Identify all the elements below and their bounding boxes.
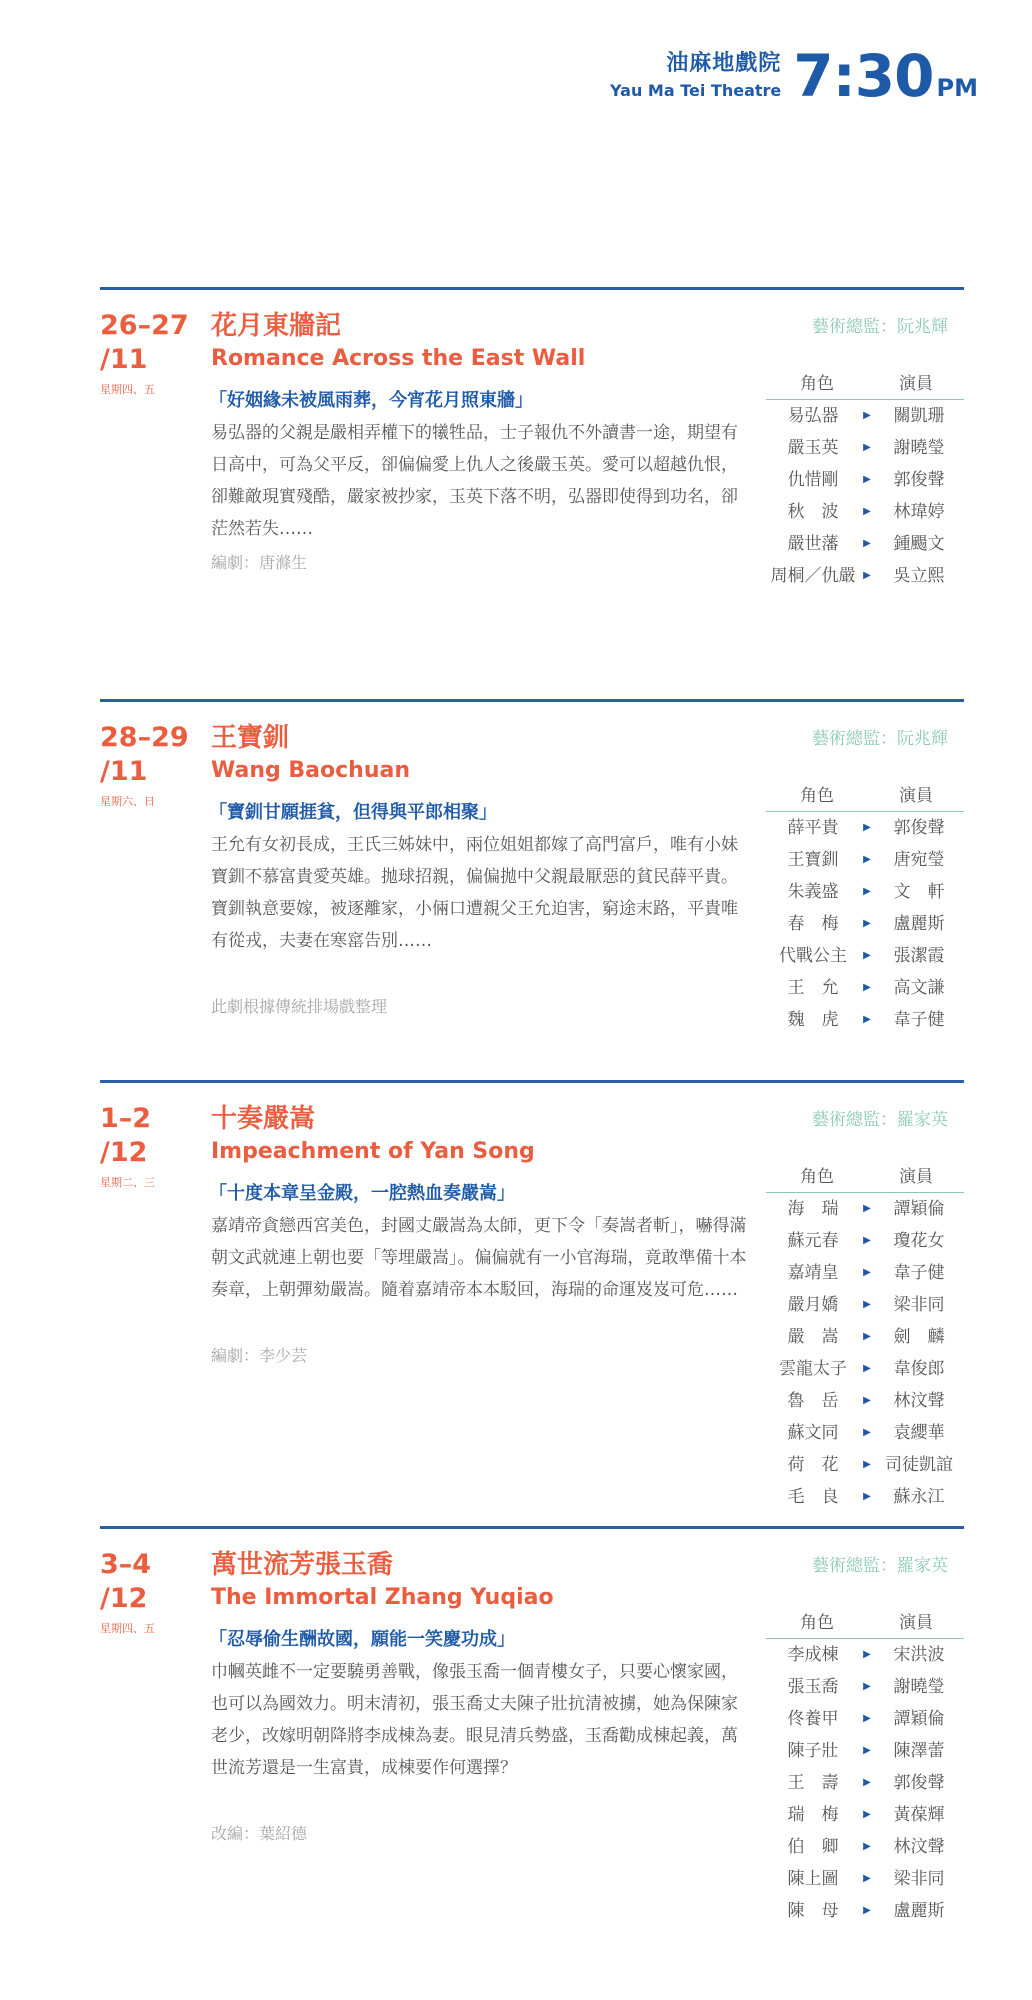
artistic-director: 藝術總監：羅家英	[812, 1556, 948, 1576]
cast-row	[766, 1639, 964, 1671]
show-tagline: 「好姻緣未被風雨葬，今宵花月照東牆」	[209, 390, 533, 411]
show-title-en: Romance Across the East Wall	[211, 346, 586, 371]
artistic-director: 藝術總監：阮兆輝	[812, 317, 948, 337]
cast-actor: 林汶聲	[893, 1391, 945, 1411]
cast-header-actor: 演員	[899, 786, 933, 806]
cast-actor: 蘇永江	[893, 1487, 945, 1507]
cast-actor: 劍 麟	[893, 1327, 945, 1347]
show-date	[100, 721, 189, 789]
section-divider	[100, 287, 964, 290]
cast-role: 嚴月嬌	[787, 1295, 839, 1315]
arrow-right-icon: ▶	[863, 1681, 871, 1692]
cast-actor: 譚穎倫	[893, 1709, 945, 1729]
cast-actor: 郭俊聲	[893, 818, 945, 838]
cast-row	[766, 1193, 964, 1225]
arrow-right-icon: ▶	[863, 1491, 871, 1502]
cast-row	[766, 464, 964, 496]
cast-role: 朱義盛	[787, 882, 839, 902]
show-section-4	[96, 1526, 964, 1926]
cast-actor: 陳澤蕾	[893, 1741, 945, 1761]
show-synopsis: 王允有女初長成，王氏三姊妹中，兩位姐姐都嫁了高門富戶，唯有小妹寶釧不慕富貴愛英雄。拋球招親，偏偏拋中父親最厭惡的貧民薛平貴。寶釧執意要嫁，被逐離家，小倆口遭親父王允迫害，窮途末路，平貴唯有從戎，夫妻在寒窰告別……	[211, 835, 738, 951]
show-synopsis: 易弘器的父親是嚴相弄權下的犧牲品，士子報仇不外讀書一途，期望有日高中，可為父平反，卻偏偏愛上仇人之後嚴玉英。愛可以超越仇恨，卻難敵現實殘酷，嚴家被抄家，玉英下落不明，弘器即使得到功名，卻茫然若失……	[211, 423, 738, 539]
cast-row	[766, 1385, 964, 1417]
cast-role: 春 梅	[787, 914, 839, 934]
cast-actor: 梁非同	[893, 1869, 945, 1889]
venue-name-zh: 油麻地戲院	[666, 51, 782, 76]
arrow-right-icon: ▶	[863, 1331, 871, 1342]
cast-actor: 韋俊郎	[893, 1359, 945, 1379]
cast-actor: 宋洪波	[893, 1645, 945, 1665]
show-time-number: 7:30	[793, 42, 934, 110]
cast-actor: 唐宛瑩	[893, 850, 945, 870]
cast-row	[766, 1225, 964, 1257]
cast-row	[766, 1417, 964, 1449]
cast-role: 嚴世藩	[787, 534, 839, 554]
show-credit: 此劇根據傳統排場戲整理	[211, 997, 388, 1016]
arrow-right-icon: ▶	[863, 1841, 871, 1852]
cast-actor: 吳立熙	[893, 566, 945, 586]
show-date-days: 1–2	[100, 1103, 152, 1134]
cast-actor: 盧麗斯	[893, 1901, 945, 1921]
cast-row	[766, 1481, 964, 1513]
cast-row	[766, 1671, 964, 1703]
cast-actor: 郭俊聲	[893, 1773, 945, 1793]
cast-row	[766, 1767, 964, 1799]
arrow-right-icon: ▶	[863, 1459, 871, 1470]
show-title-zh: 花月東牆記	[211, 311, 342, 341]
arrow-right-icon: ▶	[863, 1427, 871, 1438]
show-date-month: /11	[100, 344, 148, 375]
arrow-right-icon: ▶	[863, 1299, 871, 1310]
arrow-right-icon: ▶	[863, 1713, 871, 1724]
cast-actor: 瓊花女	[893, 1231, 945, 1251]
cast-actor: 盧麗斯	[893, 914, 945, 934]
cast-row	[766, 1353, 964, 1385]
show-title-en: The Immortal Zhang Yuqiao	[211, 1585, 554, 1610]
cast-row	[766, 1257, 964, 1289]
cast-actor: 韋子健	[893, 1263, 945, 1283]
cast-actor: 文 軒	[893, 882, 945, 902]
cast-row	[766, 1831, 964, 1863]
cast-actor: 高文謙	[893, 978, 945, 998]
show-section-2	[96, 699, 964, 1039]
arrow-right-icon: ▶	[863, 1395, 871, 1406]
cast-role: 王寶釧	[787, 850, 839, 870]
cast-row	[766, 812, 964, 844]
cast-header-actor: 演員	[899, 1167, 933, 1187]
artistic-director: 藝術總監：阮兆輝	[812, 729, 948, 749]
arrow-right-icon: ▶	[863, 474, 871, 485]
show-weekday: 星期六、日	[100, 795, 155, 808]
show-tagline: 「寶釧甘願捱貧，但得與平郎相聚」	[209, 802, 497, 823]
show-section-3	[96, 1080, 964, 1520]
show-synopsis: 嘉靖帝貪戀西宮美色，封國丈嚴嵩為太師，更下令「奏嵩者斬」，嚇得滿朝文武就連上朝也要「等埋嚴嵩」。偏偏就有一小官海瑞，竟敢準備十本奏章，上朝彈劾嚴嵩。隨着嘉靖帝本本駁回，海瑞的命運岌岌可危……	[211, 1216, 747, 1300]
show-weekday: 星期四、五	[100, 383, 155, 396]
cast-row	[766, 1449, 964, 1481]
artistic-director: 藝術總監：羅家英	[812, 1110, 948, 1130]
section-divider	[100, 1080, 964, 1083]
show-title-en: Wang Baochuan	[211, 758, 410, 783]
cast-role: 陳子壯	[787, 1741, 839, 1761]
cast-role: 薛平貴	[787, 818, 839, 838]
cast-row	[766, 940, 964, 972]
venue-header	[610, 44, 978, 108]
cast-role: 海 瑞	[787, 1199, 839, 1219]
show-date-days: 3–4	[100, 1549, 152, 1580]
show-weekday: 星期四、五	[100, 1622, 155, 1635]
show-time	[793, 44, 978, 108]
cast-role: 嚴玉英	[787, 438, 839, 458]
cast-row	[766, 1289, 964, 1321]
cast-row	[766, 876, 964, 908]
show-date-month: /11	[100, 756, 148, 787]
cast-row	[766, 1004, 964, 1036]
cast-role: 嘉靖皇	[787, 1263, 839, 1283]
cast-list	[766, 1164, 964, 1513]
cast-actor: 黃葆輝	[893, 1805, 945, 1825]
cast-actor: 張潔霞	[893, 946, 945, 966]
arrow-right-icon: ▶	[863, 1267, 871, 1278]
cast-row	[766, 908, 964, 940]
cast-row	[766, 1321, 964, 1353]
show-date-month: /12	[100, 1583, 148, 1614]
show-synopsis: 巾幗英雌不一定要驍勇善戰，像張玉喬一個青樓女子，只要心懷家國，也可以為國效力。明末清初，張玉喬丈夫陳子壯抗清被擄，她為保陳家老少，改嫁明朝降將李成棟為妻。眼見清兵勢盛，玉喬勸成棟起義，萬世流芳還是一生富貴，成棟要作何選擇？	[211, 1662, 738, 1778]
arrow-right-icon: ▶	[863, 1203, 871, 1214]
cast-row	[766, 972, 964, 1004]
arrow-right-icon: ▶	[863, 1905, 871, 1916]
show-tagline: 「十度本章呈金殿，一腔熱血奏嚴嵩」	[209, 1183, 515, 1204]
cast-header-role: 角色	[800, 1167, 834, 1187]
cast-row	[766, 560, 964, 592]
cast-header	[766, 371, 964, 400]
cast-role: 秋 波	[787, 502, 839, 522]
cast-actor: 謝曉瑩	[893, 438, 945, 458]
show-date-month: /12	[100, 1137, 148, 1168]
cast-role: 瑞 梅	[787, 1805, 839, 1825]
cast-role: 周桐／仇嚴	[770, 566, 856, 586]
cast-row	[766, 844, 964, 876]
cast-role: 張玉喬	[787, 1677, 839, 1697]
cast-actor: 林瑋婷	[893, 502, 945, 522]
cast-role: 王 允	[787, 978, 839, 998]
cast-actor: 關凱珊	[893, 406, 945, 426]
cast-row	[766, 432, 964, 464]
arrow-right-icon: ▶	[863, 982, 871, 993]
cast-role: 蘇文同	[787, 1423, 839, 1443]
arrow-right-icon: ▶	[863, 1235, 871, 1246]
show-time-ampm: PM	[936, 74, 978, 102]
cast-role: 陳上圖	[787, 1869, 839, 1889]
show-title-zh: 王寶釧	[211, 723, 290, 753]
cast-row	[766, 496, 964, 528]
cast-row	[766, 1735, 964, 1767]
show-date	[100, 1548, 151, 1616]
cast-role: 仇惜剛	[787, 470, 839, 490]
show-tagline: 「忍辱偷生酬故國，願能一笑慶功成」	[209, 1629, 515, 1650]
arrow-right-icon: ▶	[863, 570, 871, 581]
cast-row	[766, 400, 964, 432]
arrow-right-icon: ▶	[863, 854, 871, 865]
cast-header-role: 角色	[800, 374, 834, 394]
show-weekday: 星期二、三	[100, 1176, 155, 1189]
show-date-days: 26–27	[100, 310, 189, 341]
show-credit: 編劇：唐滌生	[211, 553, 308, 572]
cast-role: 王 壽	[787, 1773, 839, 1793]
arrow-right-icon: ▶	[863, 918, 871, 929]
cast-role: 魏 虎	[787, 1010, 839, 1030]
arrow-right-icon: ▶	[863, 1777, 871, 1788]
cast-actor: 袁纓華	[893, 1423, 945, 1443]
show-date	[100, 1102, 151, 1170]
arrow-right-icon: ▶	[863, 538, 871, 549]
show-credit: 編劇：李少芸	[211, 1346, 308, 1365]
cast-role: 代戰公主	[779, 946, 847, 966]
cast-actor: 譚穎倫	[893, 1199, 945, 1219]
arrow-right-icon: ▶	[863, 506, 871, 517]
cast-row	[766, 1895, 964, 1927]
cast-row	[766, 1703, 964, 1735]
cast-list	[766, 783, 964, 1036]
arrow-right-icon: ▶	[863, 950, 871, 961]
venue-block	[610, 49, 781, 103]
show-date	[100, 309, 189, 377]
cast-actor: 司徒凱誼	[885, 1455, 953, 1475]
section-divider	[100, 699, 964, 702]
cast-actor: 梁非同	[893, 1295, 945, 1315]
cast-role: 陳 母	[787, 1901, 839, 1921]
arrow-right-icon: ▶	[863, 1014, 871, 1025]
show-title-zh: 萬世流芳張玉喬	[211, 1550, 394, 1580]
cast-role: 嚴 嵩	[787, 1327, 839, 1347]
cast-header-actor: 演員	[899, 374, 933, 394]
cast-header-role: 角色	[800, 786, 834, 806]
arrow-right-icon: ▶	[863, 1809, 871, 1820]
cast-role: 魯 岳	[787, 1391, 839, 1411]
arrow-right-icon: ▶	[863, 886, 871, 897]
arrow-right-icon: ▶	[863, 822, 871, 833]
cast-actor: 韋子健	[893, 1010, 945, 1030]
show-date-days: 28–29	[100, 722, 189, 753]
cast-actor: 謝曉瑩	[893, 1677, 945, 1697]
cast-row	[766, 528, 964, 560]
arrow-right-icon: ▶	[863, 410, 871, 421]
cast-list	[766, 1610, 964, 1927]
cast-header-actor: 演員	[899, 1613, 933, 1633]
show-title-en: Impeachment of Yan Song	[211, 1139, 535, 1164]
arrow-right-icon: ▶	[863, 1649, 871, 1660]
arrow-right-icon: ▶	[863, 442, 871, 453]
section-divider	[100, 1526, 964, 1529]
cast-header	[766, 1164, 964, 1193]
cast-list	[766, 371, 964, 592]
show-section-1	[96, 287, 964, 587]
cast-actor: 鍾颺文	[893, 534, 945, 554]
cast-actor: 林汶聲	[893, 1837, 945, 1857]
cast-role: 伯 卿	[787, 1837, 839, 1857]
show-credit: 改編：葉紹德	[211, 1824, 308, 1843]
cast-header	[766, 783, 964, 812]
arrow-right-icon: ▶	[863, 1873, 871, 1884]
show-title-zh: 十奏嚴嵩	[211, 1104, 316, 1134]
cast-role: 雲龍太子	[779, 1359, 847, 1379]
cast-header-role: 角色	[800, 1613, 834, 1633]
cast-actor: 郭俊聲	[893, 470, 945, 490]
arrow-right-icon: ▶	[863, 1745, 871, 1756]
cast-role: 李成棟	[787, 1645, 839, 1665]
cast-role: 荷 花	[787, 1455, 839, 1475]
cast-row	[766, 1863, 964, 1895]
cast-header	[766, 1610, 964, 1639]
cast-role: 蘇元春	[787, 1231, 839, 1251]
cast-role: 佟養甲	[787, 1709, 839, 1729]
cast-role: 毛 良	[787, 1487, 839, 1507]
cast-role: 易弘器	[787, 406, 839, 426]
arrow-right-icon: ▶	[863, 1363, 871, 1374]
venue-name-en: Yau Ma Tei Theatre	[610, 81, 782, 100]
cast-row	[766, 1799, 964, 1831]
